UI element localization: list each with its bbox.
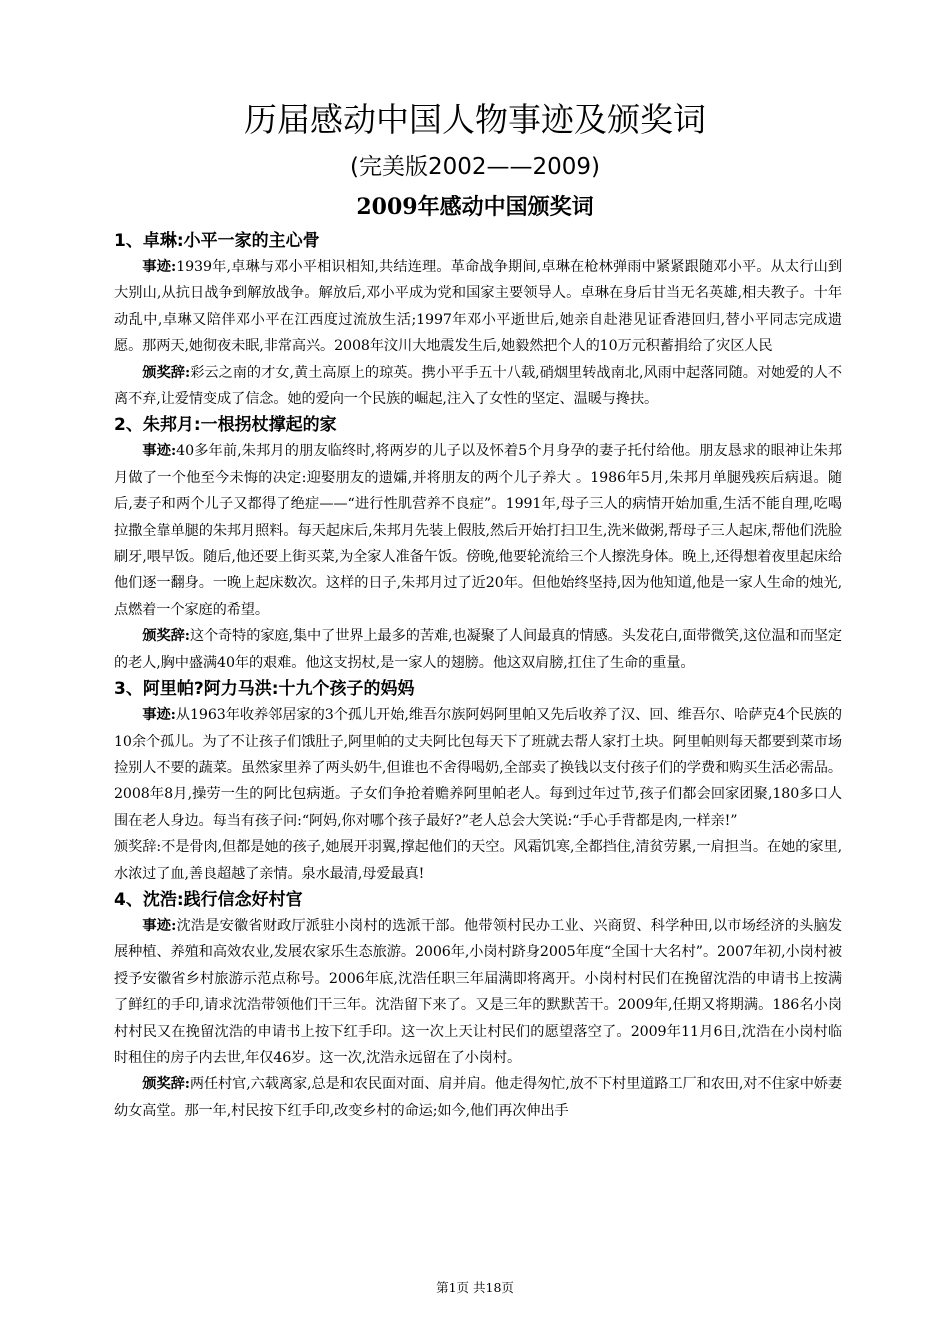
deeds-paragraph [114, 438, 842, 623]
award-paragraph: 颁奖辞:不是骨肉,但都是她的孩子,她展开羽翼,撑起他们的天空。风霜饥寒,全都挡住,清贫劳累,一肩担当。在她的家里,水浓过了血,善良超越了亲情。泉水最清,母爱最真! [114, 839, 842, 882]
deeds-text: 1939年,卓琳与邓小平相识相知,共结连理。革命战争期间,卓琳在枪林弹雨中紧紧跟随邓小平。从太行山到大别山,从抗日战争到解放战争。解放后,邓小平成为党和国家主要领导人。卓琳在身后甘当无名英雄,相夫教子。十年动乱中,卓琳又陪伴邓小平在江西度过流放生活;1997年邓小平逝世后,她亲自赴港见证香港回归,替小平同志完成遗愿。那两天,她彻夜未眠,非常高兴。2008年汶川大地震发生后,她毅然把个人的10万元积蓄捐给了灾区人民 [114, 259, 842, 355]
deeds-text: 沈浩是安徽省财政厅派驻小岗村的选派干部。他带领村民办工业、兴商贸、科学种田,以市场经济的头脑发展种植、养殖和高效农业,发展农家乐生态旅游。2006年,小岗村跻身2005年度“全国十大名村”。2007年初,小岗村被授予安徽省乡村旅游示范点称号。2006年底,沈浩任职三年届满即将离开。小岗村村民们在挽留沈浩的申请书上按满了鲜红的手印,请求沈浩带领他们干三年。沈浩留下来了。又是三年的默默苦干。2009年,任期又将期满。186名小岗村村民又在挽留沈浩的申请书上按下红手印。这一次上天让村民们的愿望落空了。2009年11月6日,沈浩在小岗村临时租住的房子内去世,年仅46岁。这一次,沈浩永远留在了小岗村。 [114, 917, 842, 1066]
deeds-label: 事迹: [142, 259, 177, 275]
document-subtitle: (完美版2002——2009) [349, 154, 600, 180]
section [114, 887, 842, 1124]
document-title: 历届感动中国人物事迹及颁奖词 [244, 100, 706, 139]
page-footer: 第1页 共18页 [436, 1280, 514, 1295]
section-title: 3、阿里帕?阿力马洪:十九个孩子的妈妈 [114, 679, 415, 700]
award-text: 彩云之南的才女,黄土高原上的琼英。携小平手五十八载,硝烟里转战南北,风雨中起落同随。对她爱的人不离不弃,让爱情变成了信念。她的爱向一个民族的崛起,注入了女性的坚定、温暖与搀扶。 [114, 364, 842, 408]
deeds-text: 从1963年收养邻居家的3个孤儿开始,维吾尔族阿妈阿里帕又先后收养了汉、回、维吾尔、哈萨克4个民族的10余个孤儿。为了不让孩子们饿肚子,阿里帕的丈夫阿比包每天下了班就去帮人家打土块。阿里帕则每天都要到菜市场捡别人不要的蔬菜。虽然家里养了两头奶牛,但谁也不舍得喝奶,全部卖了换钱以支付孩子们的学费和购买生活必需品。2008年8月,操劳一生的阿比包病逝。子女们争抢着赡养阿里帕老人。每到过年过节,孩子们都会回家团聚,180多口人围在老人身边。每当有孩子问:“阿妈,你对哪个孩子最好?”老人总会大笑说:“手心手背都是肉,一样亲!” [114, 707, 842, 829]
deeds-paragraph [114, 913, 842, 1071]
section-title: 2、朱邦月:一根拐杖撑起的家 [114, 415, 337, 436]
award-paragraph [114, 623, 842, 676]
deeds-label: 事迹: [142, 707, 176, 724]
section [114, 412, 842, 676]
deeds-text: 40多年前,朱邦月的朋友临终时,将两岁的儿子以及怀着5个月身孕的妻子托付给他。朋友恳求的眼神让朱邦月做了一个他至今未悔的决定:迎娶朋友的遗孀,并将朋友的两个儿子养大 。1986年5月,朱邦月单腿残疾后病退。随后,妻子和两个儿子又都得了绝症——“进行性肌营养不良症”。1991年,母子三人的病情开始加重,生活不能自理,吃喝拉撒全靠单腿的朱邦月照料。每天起床后,朱邦月先装上假肢,然后开始打扫卫生,洗米做粥,帮母子三人起床,帮他们洗脸刷牙,喂早饭。随后,他还要上街买菜,为全家人准备午饭。傍晚,他要轮流给三个人擦洗身体。晚上,还得想着夜里起床给他们逐一翻身。一晚上起床数次。这样的日子,朱邦月过了近20年。但他始终坚持,因为他知道,他是一家人生命的烛光,点燃着一个家庭的希望。 [114, 443, 843, 618]
deeds-label: 事迹: [142, 917, 177, 934]
award-label: 颁奖辞: [142, 628, 190, 645]
section-title: 1、卓琳:小平一家的主心骨 [114, 231, 320, 251]
award-label: 颁奖辞: [142, 1076, 190, 1093]
deeds-paragraph [114, 254, 842, 360]
section [114, 228, 842, 412]
document-body [0, 228, 950, 1124]
deeds-paragraph [114, 702, 842, 834]
award-paragraph [114, 1071, 842, 1124]
award-text: 这个奇特的家庭,集中了世界上最多的苦难,也凝聚了人间最真的情感。头发花白,面带微笑,这位温和而坚定的老人,胸中盛满40年的艰难。他这支拐杖,是一家人的翅膀。他这双肩膀,扛住了生命的重量。 [114, 628, 842, 671]
award-label: 颁奖辞: [142, 364, 191, 381]
award-text: 两任村官,六载离家,总是和农民面对面、肩并肩。他走得匆忙,放不下村里道路工厂和农田,对不住家中娇妻幼女高堂。那一年,村民按下红手印,改变乡村的命运;如今,他们再次伸出手 [114, 1076, 842, 1119]
year-heading: 2009年感动中国颁奖词 [356, 194, 594, 220]
award-paragraph [114, 360, 842, 413]
section [114, 676, 842, 887]
section-title: 4、沈浩:践行信念好村官 [114, 889, 303, 910]
deeds-label: 事迹: [142, 443, 177, 460]
